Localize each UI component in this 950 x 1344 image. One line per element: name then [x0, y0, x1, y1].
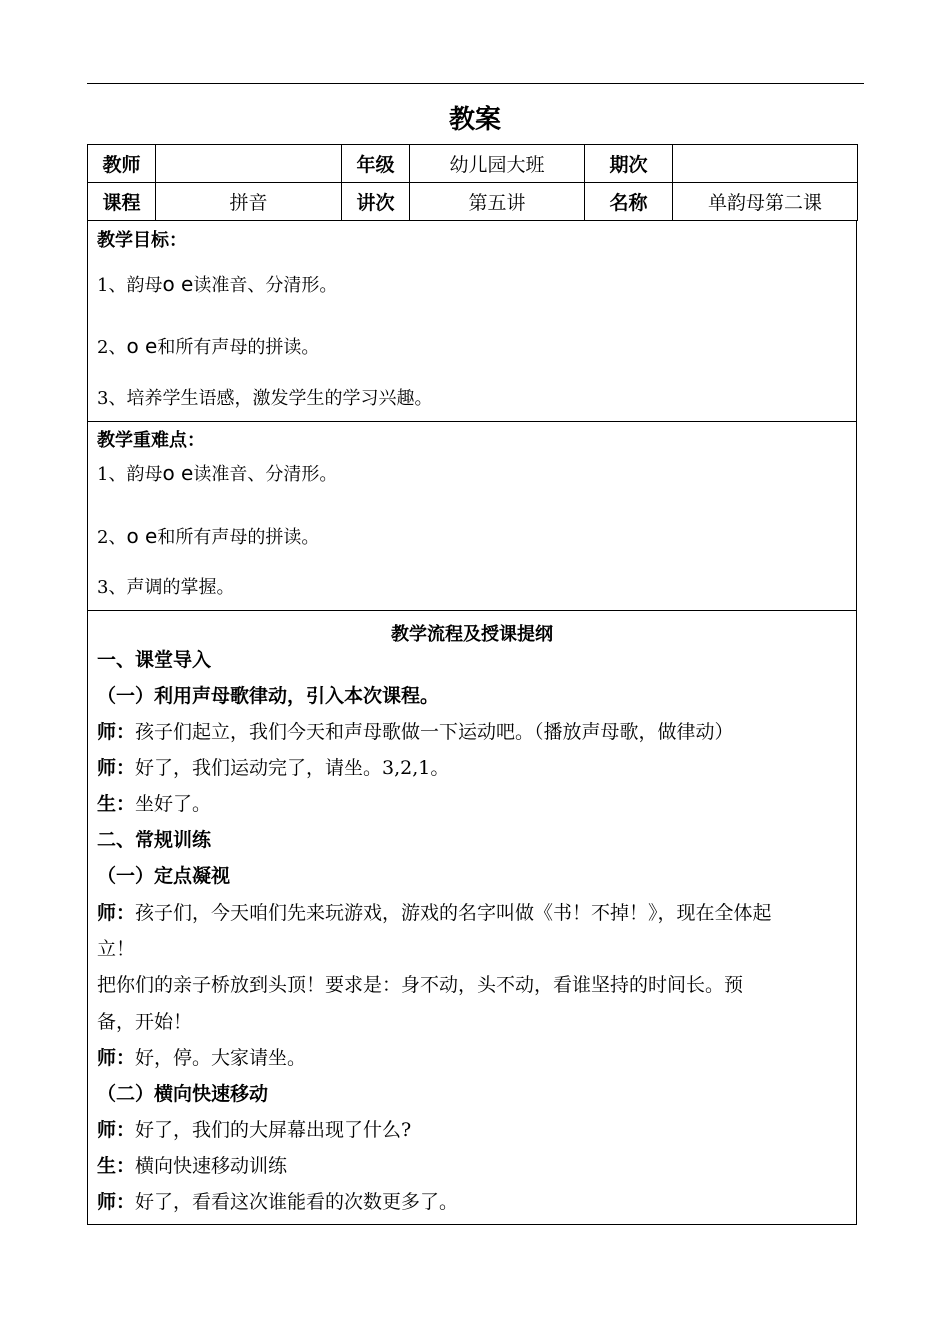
flow-line: 二、常规训练 [97, 829, 212, 851]
lecture-value: 第五讲 [410, 183, 585, 221]
flow-line: （二）横向快速移动 [97, 1083, 269, 1105]
objectives-section [87, 221, 857, 422]
teaching-flow-section [87, 610, 857, 1225]
item-prefix: 1、韵母 [97, 275, 163, 296]
flow-line: 立！ [97, 938, 136, 960]
flow-line: 一、课堂导入 [97, 649, 212, 671]
item-prefix: 1、韵母 [97, 464, 163, 485]
key-points-heading: 教学重难点： [97, 430, 205, 451]
item-letters: o e [126, 334, 158, 358]
header-row [88, 145, 858, 183]
grade-label: 年级 [342, 145, 410, 183]
flow-line: （一）利用声母歌律动，引入本次课程。 [97, 685, 440, 707]
grade-value: 幼儿园大班 [410, 145, 585, 183]
session-label: 期次 [585, 145, 673, 183]
flow-line: 备，开始！ [97, 1011, 193, 1033]
list-item [97, 384, 432, 410]
teacher-value [156, 145, 342, 183]
item-prefix: 2、 [97, 527, 127, 548]
name-label: 名称 [585, 183, 673, 221]
list-item [97, 523, 319, 549]
flow-line: 把你们的亲子桥放到头顶！要求是：身不动，头不动，看谁坚持的时间长。预 [97, 974, 744, 996]
course-value: 拼音 [156, 183, 342, 221]
flow-line: 师：好，停。大家请坐。 [97, 1047, 307, 1069]
item-prefix: 3、培养学生语感，激发学生的学习兴趣。 [97, 388, 433, 409]
objectives-heading: 教学目标： [97, 230, 187, 251]
flow-title: 教学流程及授课提纲 [391, 624, 553, 645]
name-value: 单韵母第二课 [673, 183, 858, 221]
item-suffix: 读准音、分清形。 [193, 275, 338, 296]
top-rule [87, 83, 864, 84]
header-table [87, 144, 858, 221]
key-points-section [87, 422, 857, 611]
session-value [673, 145, 858, 183]
lecture-label: 讲次 [342, 183, 410, 221]
item-suffix: 和所有声母的拼读。 [157, 337, 320, 358]
flow-line: 师：好了，我们运动完了，请坐。3,2,1。 [97, 757, 450, 779]
list-item [97, 573, 234, 599]
flow-line: （一）定点凝视 [97, 865, 231, 887]
document-title: 教案 [448, 105, 501, 135]
list-item [97, 333, 319, 359]
item-suffix: 读准音、分清形。 [193, 464, 338, 485]
item-letters: o e [162, 272, 194, 296]
teacher-label: 教师 [88, 145, 156, 183]
flow-line: 生：横向快速移动训练 [97, 1155, 288, 1177]
item-suffix: 和所有声母的拼读。 [157, 527, 320, 548]
item-letters: o e [162, 461, 194, 485]
list-item [97, 460, 337, 486]
flow-line: 师：好了，看看这次谁能看的次数更多了。 [97, 1191, 459, 1213]
item-prefix: 3、声调的掌握。 [97, 577, 235, 598]
item-prefix: 2、 [97, 337, 127, 358]
item-letters: o e [126, 524, 158, 548]
flow-line: 生：坐好了。 [97, 793, 212, 815]
flow-line: 师：好了，我们的大屏幕出现了什么? [97, 1119, 412, 1141]
list-item [97, 271, 337, 297]
flow-line: 师：孩子们起立，我们今天和声母歌做一下运动吧。（播放声母歌，做律动） [97, 721, 734, 743]
course-label: 课程 [88, 183, 156, 221]
header-row [88, 183, 858, 221]
flow-line: 师：孩子们，今天咱们先来玩游戏，游戏的名字叫做《书！不掉！》，现在全体起 [97, 902, 772, 924]
